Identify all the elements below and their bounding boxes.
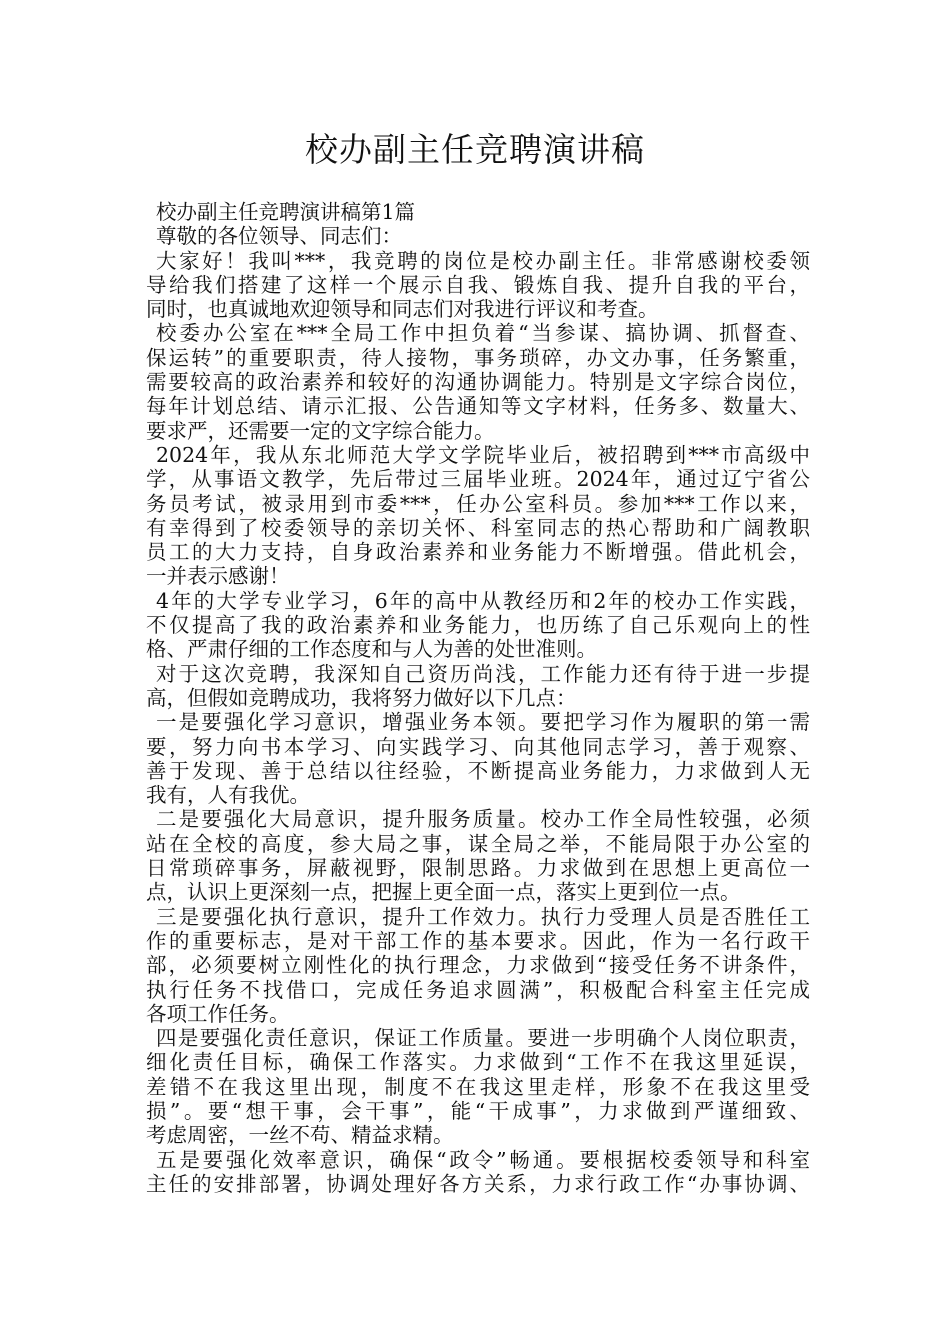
paragraph-line: 执行任务不找借口，完成任务追求圆满”，积极配合科室主任完成 xyxy=(146,977,810,1002)
paragraph-line: 部，必须要树立刚性化的执行理念，力求做到“接受任务不讲条件， xyxy=(146,953,810,978)
paragraph-line: 高，但假如竞聘成功，我将努力做好以下几点： xyxy=(146,685,577,710)
paragraph-line: 差错不在我这里出现，制度不在我这里走样，形象不在我这里受 xyxy=(146,1074,810,1099)
paragraph-line: 同时，也真诚地欢迎领导和同志们对我进行评议和考查。 xyxy=(146,297,659,322)
paragraph-line: 考虑周密，一丝不苟、精益求精。 xyxy=(146,1123,454,1148)
paragraph-line: 不仅提高了我的政治素养和业务能力，也历练了自己乐观向上的性 xyxy=(146,613,810,638)
paragraph-line: 要求严，还需要一定的文字综合能力。 xyxy=(146,418,495,443)
paragraph-line: 各项工作任务。 xyxy=(146,1001,290,1026)
paragraph-line: 每年计划总结、请示汇报、公告通知等文字材料，任务多、数量大、 xyxy=(146,394,810,419)
paragraph-line: 五是要强化效率意识，确保“政令”畅通。要根据校委领导和科室 xyxy=(156,1147,810,1172)
paragraph-line: 格、严肃仔细的工作态度和与人为善的处世准则。 xyxy=(146,637,597,662)
paragraph-line: 善于发现、善于总结以往经验，不断提高业务能力，力求做到人无 xyxy=(146,758,810,783)
paragraph-line: 导给我们搭建了这样一个展示自我、锻炼自我、提升自我的平台， xyxy=(146,272,810,297)
paragraph-line: 主任的安排部署，协调处理好各方关系，力求行政工作“办事协调、 xyxy=(146,1171,810,1196)
paragraph-line: 损”。要“想干事，会干事”，能“干成事”，力求做到严谨细致、 xyxy=(146,1098,810,1123)
paragraph-line: 需要较高的政治素养和较好的沟通协调能力。特别是文字综合岗位， xyxy=(146,370,810,395)
paragraph-line: 二是要强化大局意识，提升服务质量。校办工作全局性较强，必须 xyxy=(156,807,810,832)
paragraph-line: 三是要强化执行意识，提升工作效力。执行力受理人员是否胜任工 xyxy=(156,904,810,929)
paragraph-line: 日常琐碎事务，屏蔽视野，限制思路。力求做到在思想上更高位一 xyxy=(146,856,810,881)
paragraph-line: 细化责任目标，确保工作落实。力求做到“工作不在我这里延误， xyxy=(146,1050,810,1075)
document-body xyxy=(146,200,810,1196)
document-title: 校办副主任竞聘演讲稿 xyxy=(305,130,645,169)
paragraph-line: 作的重要标志，是对干部工作的基本要求。因此，作为一名行政干 xyxy=(146,928,810,953)
paragraph-line: 校委办公室在***全局工作中担负着“当参谋、搞协调、抓督查、 xyxy=(156,321,810,346)
paragraph-line: 学，从事语文教学，先后带过三届毕业班。2024年，通过辽宁省公 xyxy=(146,467,810,492)
paragraph-line: 大家好！我叫***，我竞聘的岗位是校办副主任。非常感谢校委领 xyxy=(156,248,810,273)
salutation: 尊敬的各位领导、同志们： xyxy=(156,224,402,249)
section-heading: 校办副主任竞聘演讲稿第1篇 xyxy=(156,200,416,224)
paragraph-line: 4年的大学专业学习，6年的高中从教经历和2年的校办工作实践， xyxy=(156,588,810,613)
paragraph-line: 一是要强化学习意识，增强业务本领。要把学习作为履职的第一需 xyxy=(156,710,810,735)
paragraph-line: 站在全校的高度，参大局之事，谋全局之举，不能局限于办公室的 xyxy=(146,831,810,856)
paragraph-line: 保运转”的重要职责，待人接物，事务琐碎，办文办事，任务繁重， xyxy=(146,345,810,370)
paragraph-line: 四是要强化责任意识，保证工作质量。要进一步明确个人岗位职责， xyxy=(156,1026,810,1051)
paragraph-line: 点，认识上更深刻一点，把握上更全面一点，落实上更到位一点。 xyxy=(146,880,741,905)
paragraph-line: 务员考试，被录用到市委***，任办公室科员。参加***工作以来， xyxy=(146,491,810,516)
paragraph-line: 一并表示感谢！ xyxy=(146,564,290,589)
paragraph-line: 员工的大力支持，自身政治素养和业务能力不断增强。借此机会， xyxy=(146,540,810,565)
paragraph-line: 有幸得到了校委领导的亲切关怀、科室同志的热心帮助和广阔教职 xyxy=(146,515,810,540)
paragraph-line: 2024年，我从东北师范大学文学院毕业后，被招聘到***市高级中 xyxy=(156,442,810,467)
paragraph-line: 我有，人有我优。 xyxy=(146,783,310,808)
paragraph-line: 要，努力向书本学习、向实践学习、向其他同志学习，善于观察、 xyxy=(146,734,810,759)
paragraph-line: 对于这次竞聘，我深知自己资历尚浅，工作能力还有待于进一步提 xyxy=(156,661,810,686)
